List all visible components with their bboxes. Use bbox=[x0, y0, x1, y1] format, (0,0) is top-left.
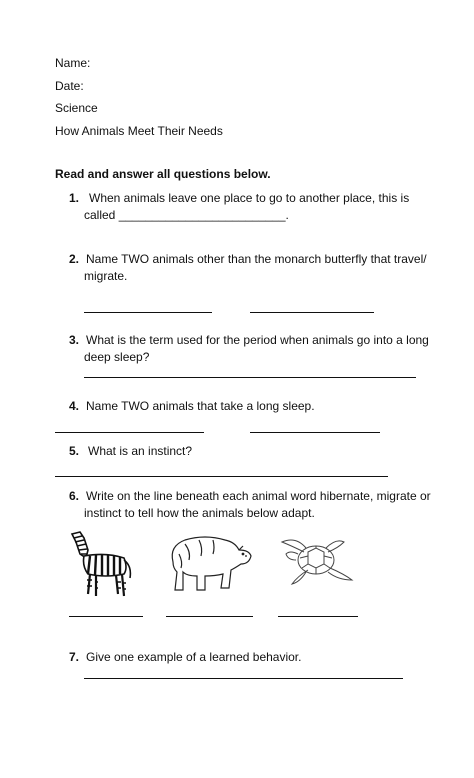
question-3-number: 3. bbox=[69, 333, 80, 347]
question-3-text-cont: deep sleep? bbox=[84, 350, 150, 364]
question-5-text: What is an instinct? bbox=[88, 444, 193, 458]
zebra-icon bbox=[66, 528, 136, 600]
answer-line-6c[interactable] bbox=[278, 616, 358, 617]
topic-title: How Animals Meet Their Needs bbox=[55, 124, 223, 138]
answer-line-5[interactable] bbox=[55, 476, 388, 477]
name-label: Name: bbox=[55, 56, 91, 70]
question-1-number: 1. bbox=[69, 191, 80, 205]
answer-line-4a[interactable] bbox=[55, 432, 204, 433]
question-6-text: Write on the line beneath each animal word hibernate, migrate or bbox=[86, 489, 431, 503]
date-label: Date: bbox=[55, 79, 84, 93]
answer-line-7[interactable] bbox=[84, 678, 403, 679]
subject-label: Science bbox=[55, 101, 98, 115]
answer-line-6b[interactable] bbox=[166, 616, 253, 617]
question-7-number: 7. bbox=[69, 650, 80, 664]
question-4-text: Name TWO animals that take a long sleep. bbox=[86, 399, 315, 413]
sea-turtle-icon bbox=[278, 534, 358, 588]
instructions-heading: Read and answer all questions below. bbox=[55, 167, 271, 181]
question-7-text: Give one example of a learned behavior. bbox=[86, 650, 302, 664]
answer-line-2a[interactable] bbox=[84, 312, 212, 313]
question-2-number: 2. bbox=[69, 252, 80, 266]
answer-line-6a[interactable] bbox=[69, 616, 143, 617]
question-5-number: 5. bbox=[69, 444, 80, 458]
answer-line-4b[interactable] bbox=[250, 432, 380, 433]
question-2-text-cont: migrate. bbox=[84, 269, 128, 283]
question-6-number: 6. bbox=[69, 489, 80, 503]
bear-icon bbox=[165, 532, 255, 596]
answer-line-2b[interactable] bbox=[250, 312, 374, 313]
question-6-text-cont: instinct to tell how the animals below adapt. bbox=[84, 506, 315, 520]
answer-line-3[interactable] bbox=[84, 377, 416, 378]
question-1-text: When animals leave one place to go to another place, this is bbox=[89, 191, 410, 205]
question-4-number: 4. bbox=[69, 399, 80, 413]
question-1-text-cont: called _________________________. bbox=[84, 208, 289, 222]
question-2-text: Name TWO animals other than the monarch butterfly that travel/ bbox=[86, 252, 427, 266]
question-3-text: What is the term used for the period when animals go into a long bbox=[86, 333, 429, 347]
